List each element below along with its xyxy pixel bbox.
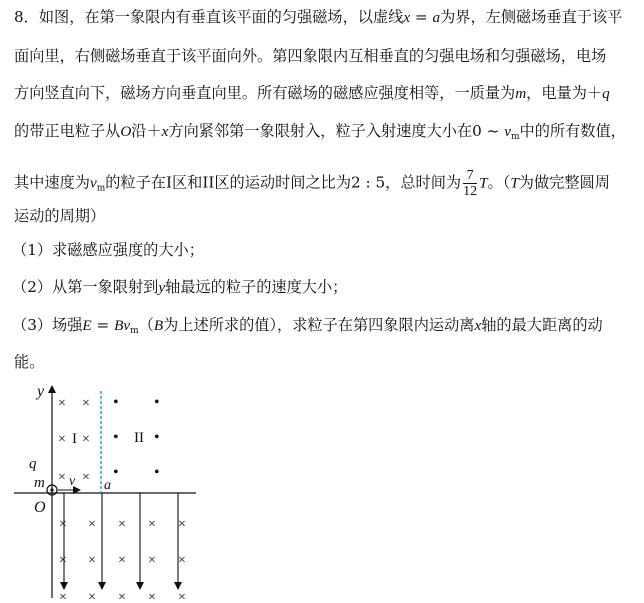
into-mark: ×: [59, 517, 67, 532]
into-mark: ×: [88, 553, 96, 568]
into-mark: ×: [58, 432, 66, 447]
outof-mark: •: [113, 394, 119, 411]
fraction-7-12: $\frac{7}{12}$: [463, 168, 478, 199]
into-mark: ×: [148, 553, 156, 568]
outof-mark: •: [154, 394, 160, 411]
problem-line-3: 方向竖直向下，磁场方向垂直向里。所有磁场的磁感应强度相等，一质量为m，电量为＋q: [14, 84, 610, 102]
into-mark: ×: [178, 553, 186, 568]
into-mark: ×: [58, 470, 66, 485]
into-mark: ×: [82, 432, 90, 447]
question-2: （2）从第一象限射到y轴最远的粒子的速度大小；: [12, 278, 348, 296]
into-mark: ×: [148, 517, 156, 532]
question-1: （1）求磁感应强度的大小；: [12, 241, 204, 259]
into-mark: ×: [178, 517, 186, 532]
charge-label: q: [29, 456, 37, 472]
particle-dot: [50, 488, 53, 491]
problem-line-2: 面向里，右侧磁场垂直于该平面向外。第四象限内互相垂直的匀强电场和匀强磁场，电场: [14, 47, 607, 65]
outof-mark: •: [113, 429, 119, 446]
into-mark: ×: [58, 396, 66, 411]
question-3: （3）场强$E = Bv_m(B$为上述所求的值），求粒子在第四象限内运动离x轴的最大距离的动: [12, 316, 603, 336]
y-axis-label: y: [37, 383, 45, 400]
into-mark: ×: [59, 553, 67, 568]
boundary-label: a: [104, 478, 111, 493]
velocity-label: v: [69, 474, 76, 489]
into-mark: ×: [118, 517, 126, 532]
into-mark: ×: [178, 590, 186, 603]
outof-mark: •: [154, 429, 160, 446]
region-1-label: I: [72, 431, 77, 447]
into-mark: ×: [118, 590, 126, 603]
outof-mark: •: [113, 464, 119, 481]
field-lines-e: [64, 493, 178, 589]
into-mark: ×: [88, 517, 96, 532]
region-2-label: II: [134, 430, 144, 446]
problem-line-4: 的带正电粒子从O沿＋x方向紧邻第一象限射入，粒子入射速度大小在0 ~ $v_m$中的所有数值，: [14, 122, 626, 142]
question-3-end: 能。: [14, 353, 45, 371]
into-mark: ×: [88, 590, 96, 603]
into-mark: ×: [82, 396, 90, 411]
origin-label: O: [34, 499, 46, 516]
problem-line-6: 运动的周期）: [14, 207, 106, 225]
into-mark: ×: [59, 590, 67, 603]
problem-line-5: 其中速度为$v_m$的粒子在I区和II区的运动时间之比为2 : 5，总时间为 $\frac{7}{12}$ T。（T为做完整圆周: [14, 168, 610, 199]
into-mark: ×: [82, 470, 90, 485]
quadrant-4-into-marks: [59, 517, 186, 603]
into-mark: ×: [148, 590, 156, 603]
outof-mark: •: [154, 464, 160, 481]
field-diagram: [14, 376, 204, 603]
into-mark: ×: [118, 553, 126, 568]
problem-line-1: 8．如图，在第一象限内有垂直该平面的匀强磁场，以虚线x = a为界，左侧磁场垂直于该平: [14, 8, 623, 26]
mass-label: m: [34, 475, 45, 491]
